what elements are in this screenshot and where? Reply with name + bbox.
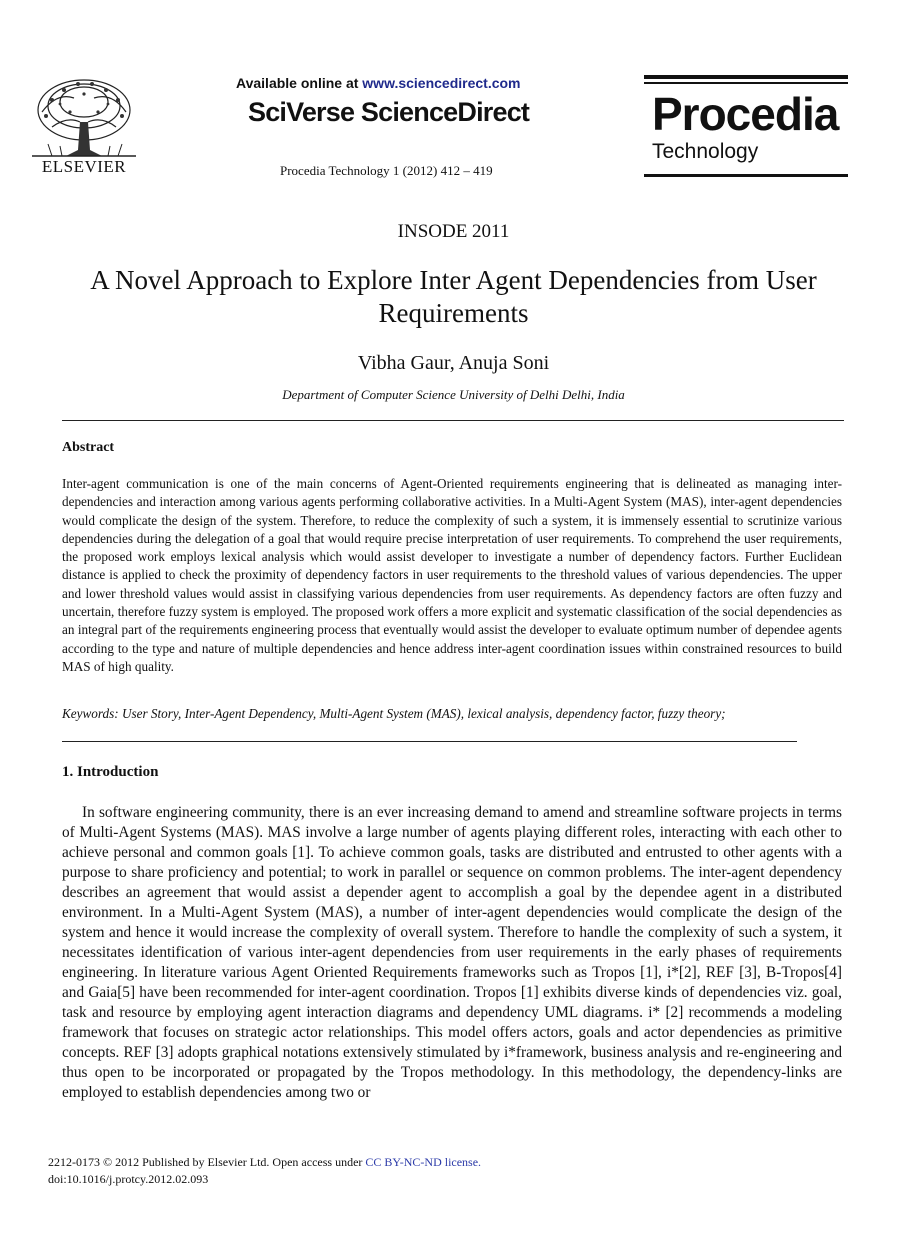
available-prefix: Available online at [236,75,363,91]
platform-name: SciVerse ScienceDirect [248,97,530,127]
journal-subtitle: Technology [652,140,759,163]
paper-title: A Novel Approach to Explore Inter Agent Dependencies from User Requirements [90,265,817,328]
publisher-logo-wordmark: ELSEVIER [41,157,127,176]
abstract-text: Inter-agent communication is one of the main concerns of Agent-Oriented requirements engineering that is delineated as managing inter-dependencies and interaction among various agents performing collaborative activities. In a Multi-Agent System (MAS), inter-agent dependencies would complicate the design of the system. Therefore, to reduce the complexity of such a system, it is immensely essential to scrutinize various dependencies during the delegation of a goal that would require precise interpretation of user requirements. To comprehend the user requirements, the proposed work employs lexical analysis which would assist developer to investigate a number of dependency factors. Further Euclidean distance is applied to check the proximity of dependency factors in user requirements to the threshold values of various dependencies. The upper and lower threshold values would assist in classifying various dependencies from user requirements. As dependency factors are often fuzzy and uncertain, therefore fuzzy system is employed. The proposed work offers a more explicit and systematic classification of the social dependencies as an integral part of the requirements engineering process that eventually would assist the developer to evaluate optimum number of dependee agents according to the type and nature of multiple dependencies and hence address inter-agent coordination issues within constrained resources to build MAS of high quality. [62,476,842,674]
divider-rule [62,420,844,421]
abstract-heading: Abstract [62,440,115,455]
introduction-text: In software engineering community, there is an ever increasing demand to amend and streamline software projects in terms of Multi-Agent Systems (MAS). MAS involve a large number of agents playing different roles, interacting with each other to achieve personal and common goals [1]. To achieve common goals, tasks are distributed and entrusted to other agents with a purpose to share proficiency and potential; to work in parallel or sequence on common problems. The inter-agent dependency describes an agreement that would assist a depender agent to accomplish a goal by the dependee agent in a distributed environment. In a Multi-Agent System (MAS), a number of inter-agent dependencies would complicate the design of the system and hence it would increase the complexity of overall system. Therefore to handle the complexity of such a system, it necessitates identification of various inter-agent dependencies from user requirements in the early phases of requirements engineering. In literature various Agent Oriented Requirements frameworks such as Tropos [1], i*[2], REF [3], B-Tropos[4] and Gaia[5] have been recommended for inter-agent coordination. Tropos [1] exhibits diverse kinds of dependencies viz. goal, task and resource by employing agent interaction diagrams and dependency UML diagrams. i* [2] recommends a modeling framework that focuses on strategic actor relationships. This model offers actors, goals and actor dependencies as primitive concepts. REF [3] adopts graphical notations extensively stimulated by i*framework, business analysis and re-engineering and thus open to be incorporated or propagated by the Tropos methodology. In this methodology, the dependency-links are employed to establish dependencies among two or [62,804,842,1101]
keywords: Keywords: User Story, Inter-Agent Dependency, Multi-Agent System (MAS), lexical analysis, dependency factor, fuzzy theory; [62,706,726,721]
copyright-text: 2212-0173 © 2012 Published by Elsevier Ltd. Open access under [48,1155,366,1169]
available-online-line [236,75,521,91]
journal-citation: Procedia Technology 1 (2012) 412 – 419 [280,163,493,178]
license-link[interactable]: CC BY-NC-ND license. [365,1155,482,1169]
sciencedirect-link[interactable]: www.sciencedirect.com [362,75,521,91]
journal-logo-top-bar-thin [644,82,848,84]
page-footer [48,1154,481,1188]
journal-logo [644,75,848,177]
author-affiliation: Department of Computer Science University of Delhi Delhi, India [282,387,625,402]
journal-logo-top-bar [644,75,848,79]
paper-authors: Vibha Gaur, Anuja Soni [357,352,550,374]
journal-logo-bottom-bar [644,174,848,177]
journal-name: Procedia [652,88,839,140]
section-heading-introduction: 1. Introduction [62,764,159,780]
doi: doi:10.1016/j.protcy.2012.02.093 [48,1172,209,1186]
copyright-line [48,1154,481,1171]
keywords-divider [62,741,797,742]
conference-name: INSODE 2011 [397,221,510,242]
